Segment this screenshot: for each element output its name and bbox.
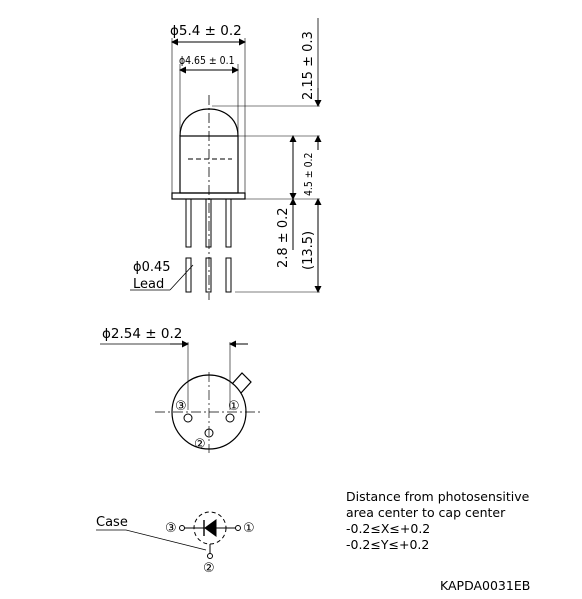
dim-lead-diameter: ϕ0.45 (133, 260, 171, 275)
lead-mid-upper (206, 199, 211, 247)
note-line-4: -0.2≤Y≤+0.2 (346, 537, 430, 552)
pin-hole-3 (184, 414, 192, 422)
note-line-3: -0.2≤X≤+0.2 (346, 521, 431, 536)
drawing-code: KAPDA0031EB (440, 578, 531, 593)
note-line-2: area center to cap center (346, 505, 506, 520)
lead-mid-lower (206, 258, 211, 292)
sch-pin-3: ③ (165, 521, 177, 536)
pin-hole-1 (226, 414, 234, 422)
lead-label: Lead (133, 277, 165, 292)
dim-total-length: (13.5) (301, 230, 316, 270)
dim-inner-diameter: ϕ4.65 ± 0.1 (179, 55, 235, 68)
lead-right-lower (226, 258, 231, 292)
dim-pin-circle: ϕ2.54 ± 0.2 (102, 326, 183, 342)
pin-label-3: ③ (175, 399, 187, 414)
sch-pin-1: ① (243, 521, 255, 536)
dim-lead-stub: 2.8 ± 0.2 (276, 207, 291, 268)
dim-outer-diameter: ϕ5.4 ± 0.2 (170, 23, 242, 39)
lead-left-upper (186, 199, 191, 247)
dim-body-height: 4.5 ± 0.2 (303, 152, 316, 196)
case-label: Case (96, 515, 128, 530)
bottom-view (100, 342, 262, 453)
note-line-1: Distance from photosensitive (346, 489, 530, 504)
tolerance-note (346, 489, 529, 553)
dim-top-height: 2.15 ± 0.3 (301, 31, 316, 100)
sch-pin-2: ② (203, 561, 215, 576)
lead-right-upper (226, 199, 231, 247)
lead-left-lower (186, 258, 191, 292)
flange (172, 193, 245, 199)
diode-symbol (205, 520, 216, 536)
pin-label-2: ② (194, 437, 206, 452)
pin-label-1: ① (228, 399, 240, 414)
tab (232, 373, 251, 393)
